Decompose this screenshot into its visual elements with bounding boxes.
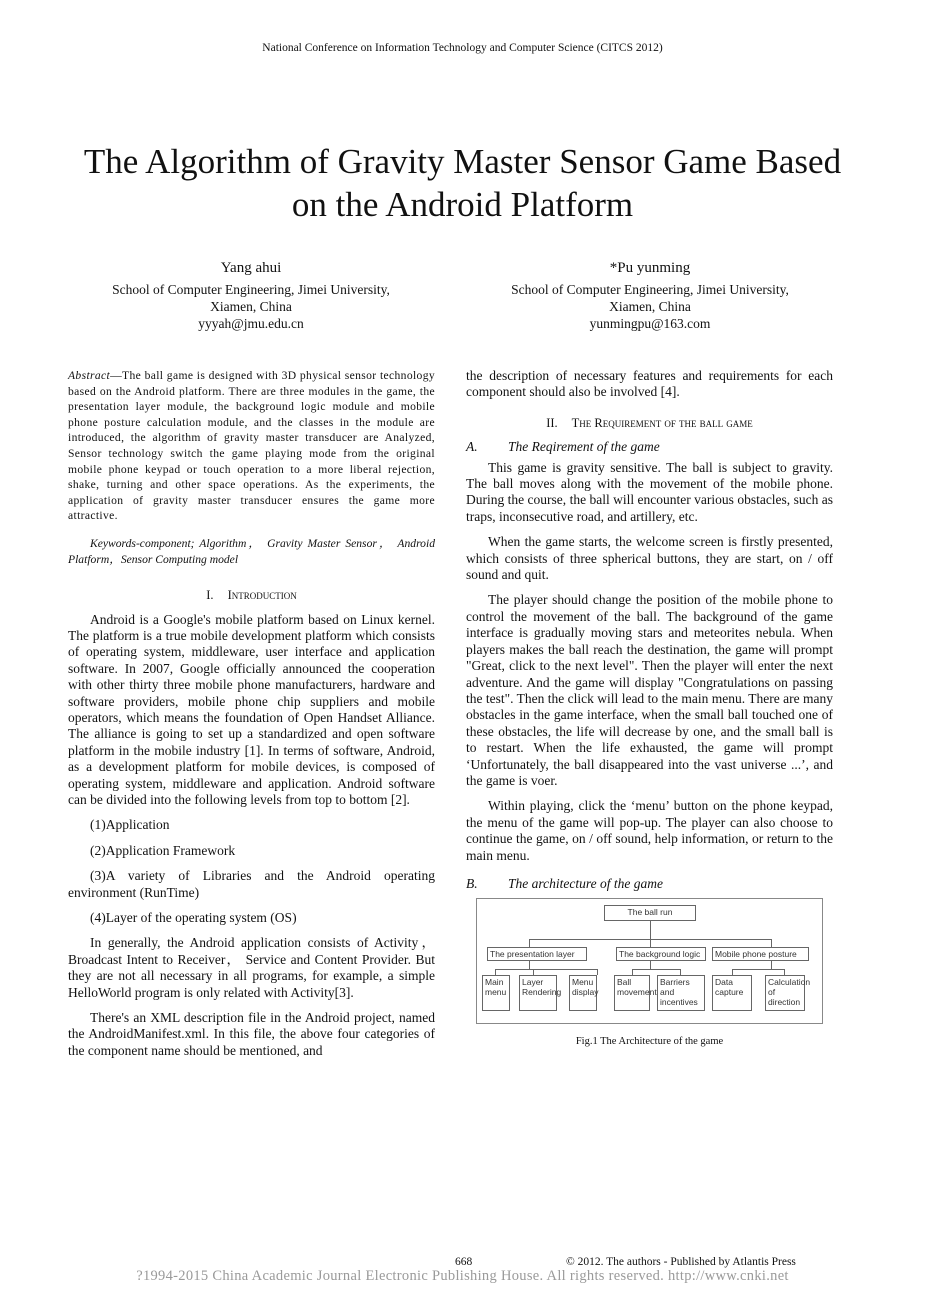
figure-root-node: The ball run	[604, 905, 696, 921]
right-column	[466, 368, 833, 1051]
connector	[529, 939, 530, 947]
connector	[771, 961, 772, 969]
section-heading-1	[68, 587, 435, 603]
paragraph: the description of necessary features and requirements for each component should also be involved [4].	[466, 368, 833, 400]
paragraph: Android is a Google's mobile platform based on Linux kernel. The platform is a true mobile development platform which consists of operating system, middleware, user interface and application software. In 2007, Google officially announced the cooperation with other thirty three mobile phone manufacturers, hardware and software providers, mobile phone chip suppliers and mobile operators, which means the foundation of Open Handset Alliance. The alliance is going to set up a standardized and open software platform in the mobile industry [1]. In terms of software, Android, as a development platform for mobile devices, is composed of operating system, middleware and application. Android software can be divided into the following levels from top to bottom [2].	[68, 611, 435, 807]
author-affiliation: School of Computer Engineering, Jimei University,	[112, 282, 390, 297]
connector	[650, 921, 651, 939]
subsection-heading-a	[466, 439, 833, 455]
section-title: Introduction	[227, 588, 297, 603]
connector	[732, 969, 784, 970]
architecture-figure	[476, 898, 823, 1024]
author-block-2	[465, 260, 835, 332]
figure-leaf-node: Main menu	[482, 975, 510, 1011]
list-item: (1)Application	[90, 817, 170, 833]
title-line-2: on the Android Platform	[291, 185, 634, 224]
connector	[529, 961, 530, 969]
figure-leaf-node: Barriers and incentives	[657, 975, 705, 1011]
paragraph: In generally, the Android application consists of Activity， Broadcast Intent to Receiver， Service and Content Provider. But they are not all necessary in all programs, for example, a simple HelloWorld program is only related with Activity[3].	[68, 935, 435, 1000]
left-column	[68, 368, 435, 1068]
paragraph: When the game starts, the welcome screen is firstly presented, which consists of three spherical buttons, they are start, on / off sound and quit.	[466, 534, 833, 583]
connector	[495, 969, 597, 970]
author-affiliation: School of Computer Engineering, Jimei University,	[511, 282, 789, 297]
paragraph: There's an XML description file in the Android project, named the AndroidManifest.xml. In this file, the above four categories of the component name should be mentioned, and	[68, 1010, 435, 1058]
section-number: I.	[206, 588, 214, 603]
figure-leaf-node: Menu display	[569, 975, 597, 1011]
connector	[632, 969, 680, 970]
abstract-label: Abstract	[68, 369, 111, 382]
subsection-heading-b	[466, 876, 833, 892]
figure-group-node: The background logic	[616, 947, 706, 961]
abstract-text: —The ball game is designed with 3D physical sensor technology based on the Android platform. There are three modules in the game, the presentation layer module, the background logic module and mobile phone posture calculation module, and the classes in the module are introduced, the algorithm of gravity master transducer are Analyzed, Sensor technology switch the game playing mode from the original mobile phone keypad or touch operation to a more liberal rejection, shake, turning and other space operations. As the experiments, the application of gravity master transducer ensures the game more attractive.	[68, 369, 435, 523]
subsection-title: The architecture of the game	[508, 875, 663, 891]
paragraph: Within playing, click the ‘menu’ button on the phone keypad, the menu of the game will pop-up. The player can also choose to continue the game, on / off sound, help information, or return to the main menu.	[466, 798, 833, 863]
title-line-1: The Algorithm of Gravity Master Sensor Game Based	[83, 142, 842, 181]
figure-leaf-node: Ball movement	[614, 975, 650, 1011]
subsection-label: B.	[466, 875, 478, 891]
author-email: yyyah@jmu.edu.cn	[198, 316, 304, 331]
author-email: yunmingpu@163.com	[589, 316, 711, 331]
figure-caption: Fig.1 The Architecture of the game	[575, 1036, 724, 1048]
paper-title	[40, 140, 885, 226]
connector	[650, 939, 651, 947]
list-item: (3)A variety of Libraries and the Android operating environment (RunTime)	[68, 868, 435, 900]
figure-group-node: Mobile phone posture	[712, 947, 809, 961]
author-location: Xiamen, China	[609, 299, 691, 314]
watermark: ?1994-2015 China Academic Journal Electronic Publishing House. All rights reserved. http://www.cnki.net	[136, 1268, 789, 1284]
copyright: © 2012. The authors - Published by Atlantis Press	[566, 1256, 796, 1268]
figure-leaf-node: Data capture	[712, 975, 752, 1011]
page-number: 668	[455, 1256, 473, 1268]
keywords: Keywords-component; Algorithm， Gravity Master Sensor， Android Platform，Sensor Computing model	[68, 536, 435, 566]
list-item: (2)Application Framework	[90, 842, 236, 858]
subsection-label: A.	[466, 439, 478, 455]
figure-leaf-node: Layer Rendering	[519, 975, 557, 1011]
paragraph: This game is gravity sensitive. The ball is subject to gravity. The ball moves along with the movement of the mobile phone. During the course, the ball will encounter various obstacles, such as traps, inconsecutive road, and artillery, etc.	[466, 459, 833, 524]
section-heading-2	[466, 415, 833, 431]
abstract	[68, 368, 435, 524]
subsection-title: The Reqirement of the game	[508, 439, 660, 455]
list-item: (4)Layer of the operating system (OS)	[90, 910, 297, 926]
author-name: *Pu yunming	[609, 260, 691, 276]
conference-header: National Conference on Information Technology and Computer Science (CITCS 2012)	[262, 42, 663, 54]
connector	[650, 961, 651, 969]
section-number: II.	[546, 415, 558, 430]
connector	[597, 969, 598, 975]
author-location: Xiamen, China	[210, 299, 292, 314]
figure-group-node: The presentation layer	[487, 947, 587, 961]
section-title: The Requirement of the ball game	[571, 415, 753, 430]
figure-leaf-node: Calculation of direction	[765, 975, 805, 1011]
connector	[771, 939, 772, 947]
paragraph: The player should change the position of the mobile phone to control the movement of the ball. The background of the game interface is gradually moving stars and meteorites nebula. When players makes the ball reach the destination, the game will prompt "Great, click to the next level". Then the player will enter the next adventure. And the game will display "Congratulations on passing the test". Then the click will lead to the main menu. There are many obstacles in the game interface, when the small ball touched one of these obstacles, the life will decrease by one, and the small ball is to restart. When the life exhausted, the game will prompt ‘Unfortunately, the ball disappeared into the vast universe ...’, and the game is voer.	[466, 592, 833, 788]
author-name: Yang ahui	[220, 260, 282, 276]
author-block-1	[66, 260, 436, 332]
